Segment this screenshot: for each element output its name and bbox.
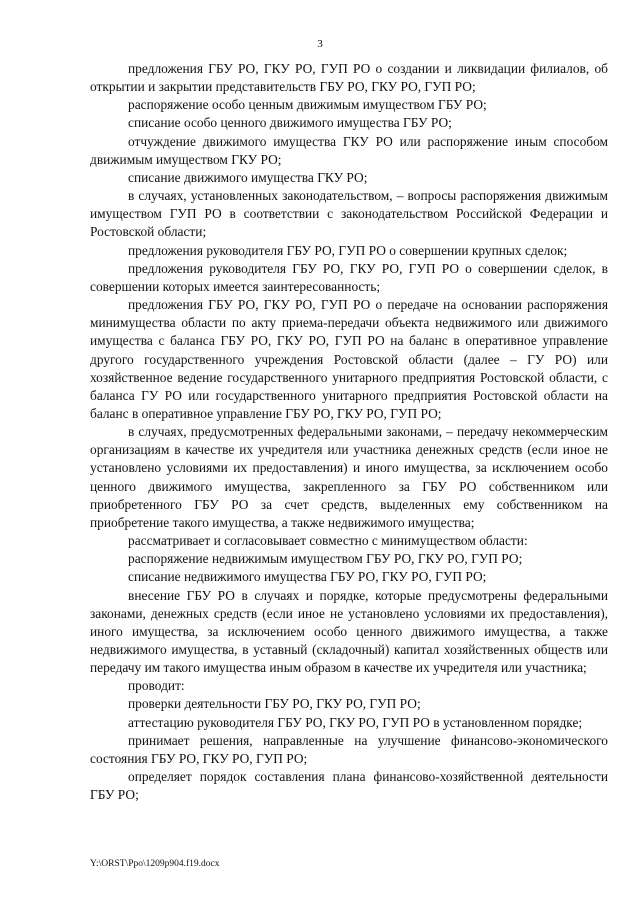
footer-file-path: Y:\ORST\Ppo\1209p904.f19.docx <box>90 859 220 869</box>
paragraph: распоряжение особо ценным движимым имуществом ГБУ РО; <box>128 97 487 113</box>
paragraph: предложения ГБУ РО, ГКУ РО, ГУП РО о создании и ликвидации филиалов, об открытии и закрытии представительств ГБУ РО, ГКУ РО, ГУП РО; <box>90 61 608 95</box>
paragraph: принимает решения, направленные на улучшение финансово-экономического состояния ГБУ РО, ГКУ РО, ГУП РО; <box>90 732 608 766</box>
paragraph: предложения руководителя ГБУ РО, ГУП РО о совершении крупных сделок; <box>128 242 568 258</box>
paragraph: определяет порядок составления плана финансово-хозяйственной деятельности ГБУ РО; <box>90 769 608 803</box>
page-number: 3 <box>317 38 323 50</box>
paragraph: внесение ГБУ РО в случаях и порядке, которые предусмотрены федеральными законами, денежных средств (если иное не установлено условиями их предоставления), иного имущества, за исключением особо ценного движимого имущества, а также недвижимого имущества, в уставный (складочный) капитал хозяйственных обществ или передачу им такого имущества иным образом в качестве их учредителя или участника; <box>90 587 608 676</box>
paragraph: в случаях, предусмотренных федеральными законами, – передачу некоммерческим организациям в качестве их учредителя или участника денежных средств (если иное не установлено условиями их предоставления) и иного имущества, за исключением особо ценного движимого имущества, закрепленного за ГБУ РО собственником или приобретенного ГБУ РО за счет средств, выделенных ему собственником на приобретение такого имущества, а также недвижимого имущества; <box>90 424 608 530</box>
paragraph: проверки деятельности ГБУ РО, ГКУ РО, ГУП РО; <box>128 696 421 712</box>
paragraph: рассматривает и согласовывает совместно с минимуществом области: <box>128 533 528 549</box>
paragraph: предложения ГБУ РО, ГКУ РО, ГУП РО о передаче на основании распоряжения минимущества области по акту приема-передачи объекта недвижимого или движимого имущества с баланса ГБУ РО, ГКУ РО, ГУП РО на баланс в оперативное управление другого государственного учреждения Ростовской области (далее – ГУ РО) или хозяйственное ведение государственного унитарного предприятия Ростовской области, с баланса ГУ РО или государственного унитарного предприятия Ростовской области на баланс в оперативное управление ГБУ РО, ГКУ РО, ГУП РО; <box>90 297 608 421</box>
paragraph: списание особо ценного движимого имущества ГБУ РО; <box>128 115 452 131</box>
paragraph: списание недвижимого имущества ГБУ РО, ГКУ РО, ГУП РО; <box>128 569 487 585</box>
paragraph: предложения руководителя ГБУ РО, ГКУ РО, ГУП РО о совершении сделок, в совершении которых имеется заинтересованность; <box>90 260 608 294</box>
document-body <box>90 60 608 804</box>
paragraph: распоряжение недвижимым имуществом ГБУ РО, ГКУ РО, ГУП РО; <box>128 551 523 567</box>
paragraph: списание движимого имущества ГКУ РО; <box>128 169 368 185</box>
paragraph: в случаях, установленных законодательством, – вопросы распоряжения движимым имуществом ГУП РО в соответствии с законодательством Российской Федерации и Ростовской области; <box>90 188 608 240</box>
paragraph: аттестацию руководителя ГБУ РО, ГКУ РО, ГУП РО в установленном порядке; <box>128 714 583 730</box>
paragraph: отчуждение движимого имущества ГКУ РО или распоряжение иным способом движимым имуществом ГКУ РО; <box>90 133 608 167</box>
paragraph: проводит: <box>128 678 185 694</box>
